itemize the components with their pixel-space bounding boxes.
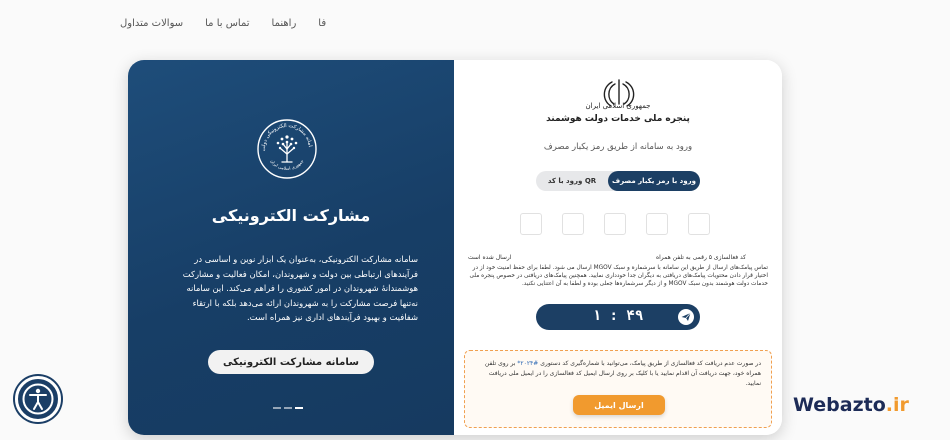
login-subtitle: ورود به سامانه از طریق رمز یکبار مصرف [543, 142, 693, 152]
nav-faq-link[interactable]: سوالات متداول [120, 18, 184, 29]
timer-value: ۱ : ۴۹ [592, 308, 644, 324]
nav-contact-link[interactable]: تماس با ما [205, 18, 250, 29]
login-method-toggle [536, 171, 700, 191]
ussd-code: #۲۰۲۴* [517, 360, 539, 367]
e-participation-logo [256, 118, 318, 180]
login-panel [454, 60, 782, 435]
otp-login-tab[interactable]: ورود با رمز یکبار مصرف [608, 171, 700, 191]
accessibility-button[interactable] [15, 376, 61, 422]
email-alternative-box [464, 350, 772, 428]
sms-security-notice: تماس پیامک‌های ارسال از طریق این سامانه با سرشماره و سبک MGOV ارسال می شود. لطفا برای حفظ امنیت خود از در اختیار قرار دادن محتویات پیامک‌های دریافتی به دیگران جدا خودداری نمایید. همچنین پیامک‌های دریافتی در خصوص پنجره ملی خدمات دولت هوشمند بدون سبک MGOV و از دیگر سرشماره‌ها جعلی بوده و لطفا به آن اعتنایی نکنید. [469, 265, 768, 287]
nav-language-link[interactable]: فا [318, 18, 327, 29]
top-navigation [120, 18, 326, 29]
tree-circle-icon [256, 118, 318, 180]
send-email-button[interactable]: ارسال ایمیل [573, 395, 665, 415]
code-sent-info [468, 254, 770, 261]
accessibility-icon [18, 379, 58, 419]
carousel-dot-active[interactable] [295, 407, 303, 409]
site-watermark [793, 394, 909, 416]
otp-digit-input[interactable] [688, 213, 710, 235]
otp-code-inputs [520, 213, 710, 235]
email-notice-part1: در صورت عدم دریافت کد فعالسازی از طریق پیامک، می‌توانید با شماره‌گیری کد دستوری [540, 360, 761, 367]
panel-title: مشارکت الکترونیکی [211, 206, 371, 225]
otp-digit-input[interactable] [646, 213, 668, 235]
email-notice-part2: بر روی تلفن همراه خود، جهت دریافت آن اقدام نمایید یا با کلیک بر روی ارسال ایمیل کد فعالسازی را در ایمیل ملی دریافت نمایید. [484, 360, 761, 387]
nav-help-link[interactable]: راهنما [271, 18, 297, 29]
svg-text:جمهوری اسلامی ایران: جمهوری اسلامی ایران [269, 158, 305, 171]
svg-text:سامانه مشارکت الکترونیکی دولت: امانه مشارکت الکترونیکی دولت [260, 122, 313, 152]
otp-digit-input[interactable] [520, 213, 542, 235]
watermark-main: Webazto [793, 394, 886, 416]
carousel-dot[interactable] [284, 407, 292, 409]
e-participation-button[interactable]: سامانه مشارکت الکترونیکی [208, 350, 374, 374]
otp-digit-input[interactable] [562, 213, 584, 235]
watermark-suffix: .ir [885, 394, 909, 416]
carousel-dot[interactable] [273, 407, 281, 409]
carousel-indicators [273, 407, 303, 409]
qr-login-tab[interactable]: ورود با کد QR [547, 177, 597, 185]
resend-timer [536, 304, 700, 330]
gov-portal-name: پنجره ملی خدمات دولت هوشمند [546, 114, 690, 124]
info-panel [128, 60, 454, 435]
email-alternative-text [475, 359, 761, 389]
send-code-button[interactable] [678, 309, 694, 325]
otp-digit-input[interactable] [604, 213, 626, 235]
code-info-text-end: ارسال شده است [468, 254, 512, 261]
gov-country-name: جمهوری اسلامی ایران [585, 102, 651, 110]
paper-plane-icon [678, 309, 694, 325]
panel-description: سامانه مشارکت الکترونیکی، به‌عنوان یک ابزار نوین و اساسی در فرآیندهای ارتباطی بین دولت و شهروندان، امکان فعالیت و مشارکت هوشمندانهٔ شهروندان در امور کشوری را فراهم می‌کند. این سامانه نه‌تنها فرصت مشارکت را به شهروندان ارائه می‌دهد بلکه با ارتقاء شفافیت و بهبود فرآیندهای اداری نیز همراه است. [182, 254, 418, 322]
login-card [128, 60, 782, 435]
code-info-text: کد فعالسازی ۵ رقمی به تلفن همراه [655, 254, 746, 261]
